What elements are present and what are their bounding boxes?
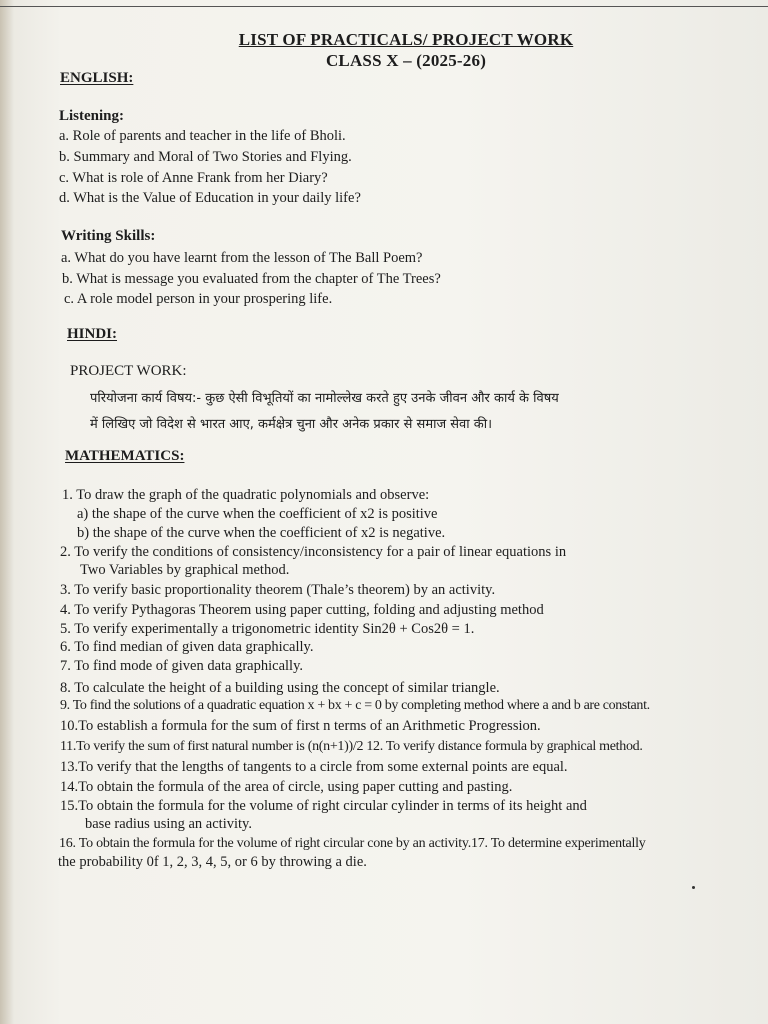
math-item: 11.To verify the sum of first natural number is (n(n+1))/2 12. To verify distance formula by graphical method. <box>60 739 643 754</box>
writing-item: b. What is message you evaluated from the chapter of The Trees? <box>62 271 441 287</box>
listening-item: c. What is role of Anne Frank from her Diary? <box>59 170 328 186</box>
math-item: the probability 0f 1, 2, 3, 4, 5, or 6 by throwing a die. <box>58 854 367 870</box>
listening-item: d. What is the Value of Education in your daily life? <box>59 190 361 206</box>
math-item: 8. To calculate the height of a building using the concept of similar triangle. <box>60 680 500 696</box>
hindi-project-line: परियोजना कार्य विषय:- कुछ ऐसी विभूतियों का नामोल्लेख करते हुए उनके जीवन और कार्य के विषय <box>90 391 559 406</box>
math-item: 3. To verify basic proportionality theorem (Thale’s theorem) by an activity. <box>60 582 496 598</box>
writing-item: c. A role model person in your prospering life. <box>64 291 333 307</box>
math-item: b) the shape of the curve when the coefficient of x2 is negative. <box>77 525 446 541</box>
document-title: LIST OF PRACTICALS/ PROJECT WORK <box>238 30 574 49</box>
math-item: 10.To establish a formula for the sum of first n terms of an Arithmetic Progression. <box>60 718 541 734</box>
listening-item: a. Role of parents and teacher in the life of Bholi. <box>59 128 346 144</box>
math-item: a) the shape of the curve when the coefficient of x2 is positive <box>77 506 438 522</box>
math-item: 5. To verify experimentally a trigonometric identity Sin2θ + Cos2θ = 1. <box>60 621 475 637</box>
math-item: Two Variables by graphical method. <box>80 562 290 578</box>
listening-label: Listening: <box>59 108 125 124</box>
math-item: 4. To verify Pythagoras Theorem using paper cutting, folding and adjusting method <box>60 602 544 618</box>
mathematics-heading: MATHEMATICS: <box>65 448 185 464</box>
writing-item: a. What do you have learnt from the lesson of The Ball Poem? <box>61 250 423 266</box>
page-edge-shadow <box>0 0 14 1024</box>
math-item: 16. To obtain the formula for the volume of right circular cone by an activity.17. To determine experimentally <box>59 836 646 851</box>
math-item: 9. To find the solutions of a quadratic equation x + bx + c = 0 by completing method where a and b are constant. <box>60 698 650 713</box>
math-item: 6. To find median of given data graphically. <box>60 639 314 655</box>
ink-speck <box>692 886 695 889</box>
math-item: base radius using an activity. <box>85 816 252 832</box>
math-item: 15.To obtain the formula for the volume of right circular cylinder in terms of its height and <box>60 798 587 814</box>
hindi-heading: HINDI: <box>67 326 118 342</box>
math-item: 2. To verify the conditions of consistency/inconsistency for a pair of linear equations in <box>60 544 567 560</box>
math-item: 14.To obtain the formula of the area of circle, using paper cutting and pasting. <box>60 779 513 795</box>
english-heading: ENGLISH: <box>60 70 134 86</box>
writing-skills-label: Writing Skills: <box>61 228 156 244</box>
math-item: 13.To verify that the lengths of tangents to a circle from some external points are equal. <box>60 759 568 775</box>
math-item: 1. To draw the graph of the quadratic polynomials and observe: <box>62 487 430 503</box>
hindi-project-line: में लिखिए जो विदेश से भारत आए, कर्मक्षेत्र चुना और अनेक प्रकार से समाज सेवा की। <box>90 417 493 432</box>
project-work-label: PROJECT WORK: <box>70 363 187 379</box>
listening-item: b. Summary and Moral of Two Stories and Flying. <box>59 149 352 165</box>
class-line: CLASS X – (2025-26) <box>325 51 487 70</box>
math-item: 7. To find mode of given data graphically. <box>60 658 304 674</box>
top-rule-line <box>0 6 768 7</box>
